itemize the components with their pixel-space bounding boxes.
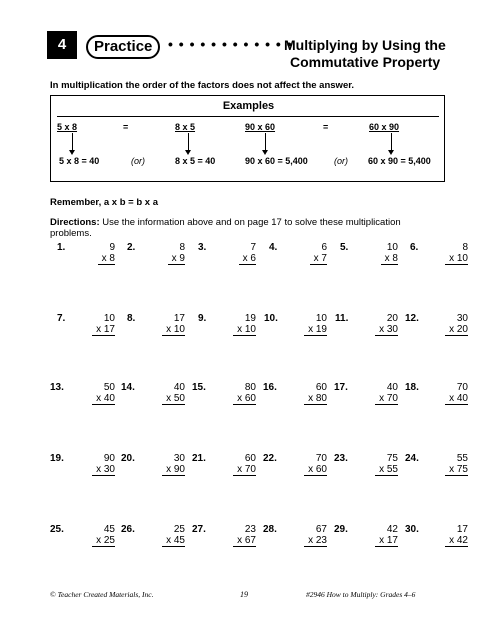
problem-top: 55: [456, 453, 468, 464]
example1-or: (or): [131, 156, 145, 166]
problem-number: 8.: [127, 313, 136, 324]
problem-item: [335, 313, 398, 339]
problem-number: 14.: [121, 382, 135, 393]
problem-bottom: x 7: [310, 253, 327, 265]
problem-item: [405, 313, 468, 339]
problem-bottom: x 67: [233, 535, 256, 547]
problem-bottom: x 70: [375, 393, 398, 405]
example2-or: (or): [334, 156, 348, 166]
problem-item: [334, 382, 398, 408]
problem-bottom: x 45: [162, 535, 185, 547]
problem-number: 23.: [334, 453, 348, 464]
problem-top: 8: [179, 242, 185, 253]
problem-bottom: x 90: [162, 464, 185, 476]
problem-bottom: x 8: [98, 253, 115, 265]
problem-number: 3.: [198, 242, 207, 253]
problem-item: [264, 313, 327, 339]
problem-item: [334, 453, 398, 479]
header-dots: • • • • • • • • • • • •: [168, 36, 293, 52]
problem-bottom: x 40: [445, 393, 468, 405]
lesson-number-badge: 4: [47, 31, 77, 59]
problem-bottom: x 55: [375, 464, 398, 476]
problem-top: 17: [456, 524, 468, 535]
problem-bottom: x 17: [375, 535, 398, 547]
problem-number: 1.: [57, 242, 66, 253]
problem-number: 16.: [263, 382, 277, 393]
problem-bottom: x 30: [375, 324, 398, 336]
problem-number: 29.: [334, 524, 348, 535]
problem-top: 45: [103, 524, 115, 535]
problem-number: 19.: [50, 453, 64, 464]
problem-bottom: x 60: [233, 393, 256, 405]
footer-copyright: © Teacher Created Materials, Inc.: [50, 590, 154, 599]
problem-bottom: x 8: [381, 253, 398, 265]
problem-number: 9.: [198, 313, 207, 324]
example1-right-result: 8 x 5 = 40: [175, 156, 216, 166]
problem-top: 19: [244, 313, 256, 324]
problem-item: [263, 382, 327, 408]
example2-right-result: 60 x 90 = 5,400: [368, 156, 431, 166]
example1-left-result: 5 x 8 = 40: [59, 156, 100, 166]
problem-item: [50, 524, 115, 550]
problem-top: 40: [173, 382, 185, 393]
remember-rule: Remember, a x b = b x a: [50, 197, 158, 208]
problem-top: 40: [386, 382, 398, 393]
example2-right: 60 x 90: [369, 122, 400, 132]
problem-number: 21.: [192, 453, 206, 464]
problem-item: [127, 242, 185, 268]
problem-top: 60: [244, 453, 256, 464]
problem-item: [57, 242, 115, 268]
problem-bottom: x 75: [445, 464, 468, 476]
problem-top: 7: [250, 242, 256, 253]
problem-number: 2.: [127, 242, 136, 253]
problem-item: [121, 524, 185, 550]
problem-item: [57, 313, 115, 339]
problem-number: 25.: [50, 524, 64, 535]
problem-bottom: x 50: [162, 393, 185, 405]
examples-title: Examples: [222, 100, 275, 112]
problem-top: 10: [103, 313, 115, 324]
problem-top: 30: [173, 453, 185, 464]
problem-bottom: x 10: [445, 253, 468, 265]
directions: [50, 217, 440, 239]
problem-number: 10.: [264, 313, 278, 324]
problem-item: [192, 524, 256, 550]
examples-divider: [57, 116, 439, 117]
problem-item: [50, 453, 115, 479]
example2-equals: =: [323, 122, 329, 132]
example2-left: 90 x 60: [245, 122, 276, 132]
problem-number: 27.: [192, 524, 206, 535]
problem-number: 17.: [334, 382, 348, 393]
problem-top: 42: [386, 524, 398, 535]
practice-label: Practice: [86, 35, 160, 59]
problem-number: 26.: [121, 524, 135, 535]
problem-item: [269, 242, 327, 268]
example1-left: 5 x 8: [57, 122, 78, 132]
problem-item: [340, 242, 398, 268]
problem-bottom: x 70: [233, 464, 256, 476]
problem-number: 20.: [121, 453, 135, 464]
problem-bottom: x 60: [304, 464, 327, 476]
problem-bottom: x 10: [162, 324, 185, 336]
problem-item: [198, 313, 256, 339]
problem-bottom: x 6: [239, 253, 256, 265]
problem-bottom: x 30: [92, 464, 115, 476]
problem-bottom: x 42: [445, 535, 468, 547]
problem-number: 5.: [340, 242, 349, 253]
problem-item: [405, 524, 468, 550]
problem-top: 8: [462, 242, 468, 253]
problem-top: 10: [315, 313, 327, 324]
example1-equals: =: [123, 122, 129, 132]
problem-top: 75: [386, 453, 398, 464]
problem-item: [121, 382, 185, 408]
problem-top: 17: [173, 313, 185, 324]
problem-top: 80: [244, 382, 256, 393]
problem-bottom: x 23: [304, 535, 327, 547]
problem-item: [50, 382, 115, 408]
problem-number: 28.: [263, 524, 277, 535]
problem-item: [405, 453, 468, 479]
problem-bottom: x 19: [304, 324, 327, 336]
example1-right-arrow-icon: [188, 133, 189, 151]
problem-number: 22.: [263, 453, 277, 464]
problem-bottom: x 17: [92, 324, 115, 336]
problem-top: 67: [315, 524, 327, 535]
directions-text: Use the information above and on page 17 to solve these multiplication problems.: [50, 217, 401, 239]
page-title-line2: Commutative Property: [290, 54, 441, 70]
problem-item: [405, 382, 468, 408]
problem-bottom: x 40: [92, 393, 115, 405]
problem-item: [263, 453, 327, 479]
footer-page-number: 19: [240, 590, 248, 599]
problem-top: 90: [103, 453, 115, 464]
examples-box: [50, 95, 445, 182]
problem-bottom: x 80: [304, 393, 327, 405]
problem-number: 18.: [405, 382, 419, 393]
problem-top: 30: [456, 313, 468, 324]
problem-number: 13.: [50, 382, 64, 393]
directions-label: Directions:: [50, 217, 100, 228]
problem-item: [192, 453, 256, 479]
problem-number: 4.: [269, 242, 278, 253]
problem-item: [121, 453, 185, 479]
problem-number: 6.: [410, 242, 419, 253]
problem-top: 25: [173, 524, 185, 535]
example2-left-result: 90 x 60 = 5,400: [245, 156, 308, 166]
problem-number: 24.: [405, 453, 419, 464]
problem-bottom: x 9: [168, 253, 185, 265]
problem-item: [192, 382, 256, 408]
problem-item: [263, 524, 327, 550]
problem-top: 60: [315, 382, 327, 393]
problem-top: 10: [386, 242, 398, 253]
intro-text: In multiplication the order of the factors does not affect the answer.: [50, 80, 355, 91]
problem-number: 12.: [405, 313, 419, 324]
problem-item: [198, 242, 256, 268]
problem-item: [127, 313, 185, 339]
problem-top: 20: [386, 313, 398, 324]
problem-number: 11.: [335, 313, 349, 324]
problem-number: 30.: [405, 524, 419, 535]
problem-item: [334, 524, 398, 550]
footer-book-title: #2946 How to Multiply: Grades 4–6: [306, 590, 416, 599]
example2-left-arrow-icon: [265, 133, 266, 151]
problem-bottom: x 10: [233, 324, 256, 336]
example1-left-arrow-icon: [72, 133, 73, 151]
problem-number: 15.: [192, 382, 206, 393]
problem-bottom: x 20: [445, 324, 468, 336]
problem-number: 7.: [57, 313, 66, 324]
problem-top: 9: [109, 242, 115, 253]
problem-top: 70: [315, 453, 327, 464]
example2-right-arrow-icon: [391, 133, 392, 151]
problem-top: 70: [456, 382, 468, 393]
problem-top: 50: [103, 382, 115, 393]
example1-right: 8 x 5: [175, 122, 196, 132]
problem-top: 6: [321, 242, 327, 253]
page-title-line1: Multiplying by Using the: [284, 37, 446, 53]
problem-item: [410, 242, 468, 268]
problem-bottom: x 25: [92, 535, 115, 547]
problem-top: 23: [244, 524, 256, 535]
